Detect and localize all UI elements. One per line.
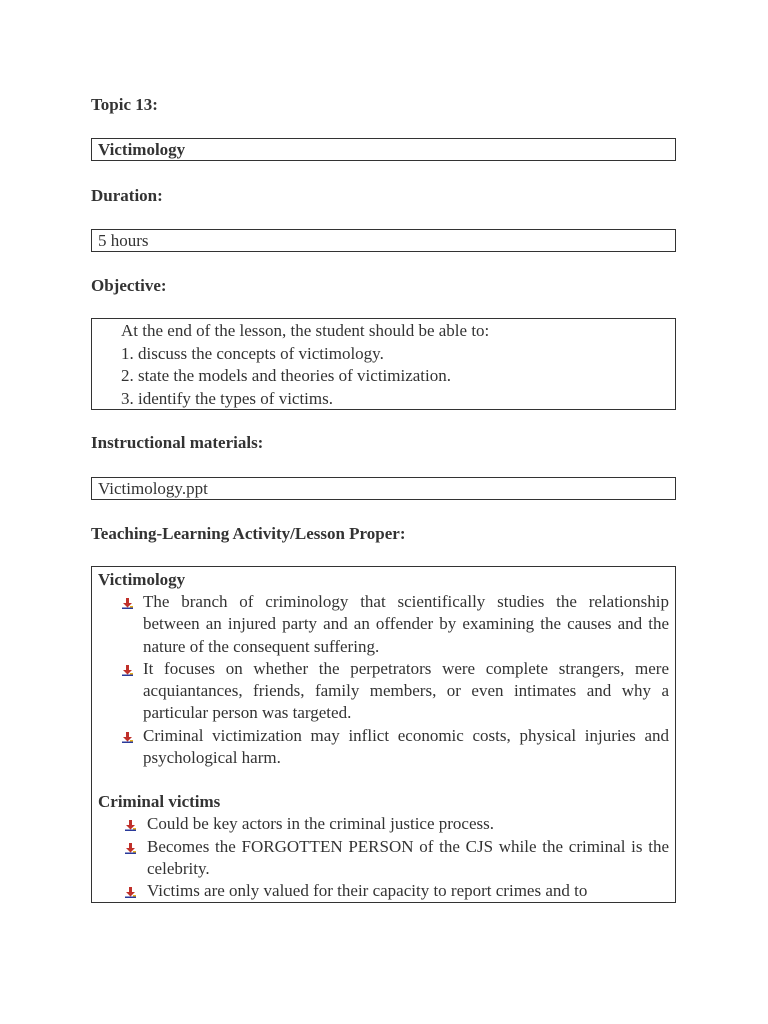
materials-value: Victimology.ppt bbox=[98, 479, 208, 498]
topic-box bbox=[91, 138, 676, 161]
list-item bbox=[98, 591, 669, 658]
bullet-text: Criminal victimization may inflict economic costs, physical injuries and psychological harm. bbox=[143, 725, 669, 768]
arrow-down-bullet-icon bbox=[122, 665, 133, 676]
arrow-down-bullet-icon bbox=[122, 732, 133, 743]
arrow-down-bullet-icon bbox=[125, 843, 136, 854]
arrow-down-bullet-icon bbox=[125, 820, 136, 831]
duration-box bbox=[91, 229, 676, 252]
bullet-text: It focuses on whether the perpetrators were complete strangers, mere acquiantances, friends, family members, or even intimates and why a particular person was targeted. bbox=[143, 658, 669, 723]
arrow-down-bullet-icon bbox=[122, 598, 133, 609]
duration-label: Duration: bbox=[91, 186, 163, 205]
lesson-box bbox=[91, 566, 676, 903]
arrow-down-bullet-icon bbox=[125, 887, 136, 898]
objective-item-1: 1. discuss the concepts of victimology. bbox=[121, 343, 384, 363]
bullet-list-victimology bbox=[98, 591, 669, 769]
bullet-text: The branch of criminology that scientifically studies the relationship between an injured party and an offender by examining the causes and the nature of the consequent suffering. bbox=[143, 592, 669, 656]
section-title-criminal-victims: Criminal victims bbox=[98, 792, 221, 812]
list-item bbox=[98, 658, 669, 725]
bullet-list-criminal-victims bbox=[98, 813, 669, 902]
list-item bbox=[98, 813, 669, 835]
bullet-text: Victims are only valued for their capacity to report crimes and to bbox=[147, 881, 588, 901]
objective-box bbox=[91, 318, 676, 410]
duration-value: 5 hours bbox=[98, 231, 149, 250]
bullet-text: Becomes the FORGOTTEN PERSON of the CJS while the criminal is the celebrity. bbox=[147, 836, 669, 878]
topic-label: Topic 13: bbox=[91, 95, 158, 114]
list-item bbox=[98, 836, 669, 881]
section-title-victimology: Victimology bbox=[98, 570, 186, 589]
materials-box bbox=[91, 477, 676, 500]
objective-item-2: 2. state the models and theories of victimization. bbox=[121, 366, 451, 385]
list-item bbox=[98, 725, 669, 770]
materials-label: Instructional materials: bbox=[91, 433, 264, 452]
bullet-text: Could be key actors in the criminal justice process. bbox=[147, 814, 494, 834]
objective-intro: At the end of the lesson, the student should be able to: bbox=[121, 321, 490, 340]
section-spacer bbox=[98, 769, 669, 791]
lesson-label: Teaching-Learning Activity/Lesson Proper: bbox=[91, 524, 406, 543]
list-item bbox=[98, 880, 669, 902]
topic-value: Victimology bbox=[98, 140, 186, 159]
objective-label: Objective: bbox=[91, 276, 167, 295]
objective-item-3: 3. identify the types of victims. bbox=[121, 388, 333, 408]
